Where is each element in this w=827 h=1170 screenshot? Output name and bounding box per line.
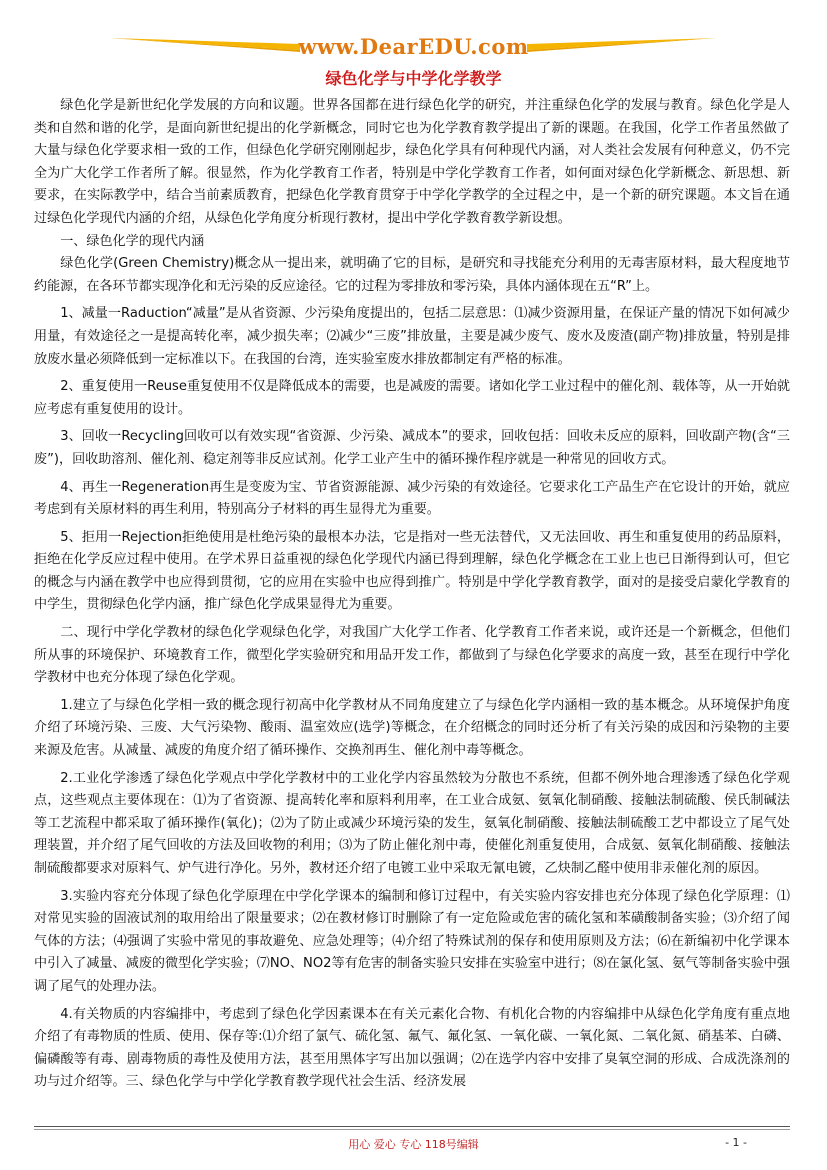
section-heading: 一、绿色化学的现代内涵 xyxy=(60,233,205,249)
document-title: 绿色化学与中学化学教学 xyxy=(325,69,502,88)
document-body xyxy=(34,95,790,1094)
body-paragraph: 1.建立了与绿色化学相一致的概念现行初高中化学教材从不同角度建立了与绿色化学内涵相一致的基本概念。从环境保护角度介绍了环境污染、三废、大气污染物、酸雨、温室效应(选学)等概念，在介绍概念的同时还分析了有关污染的成因和污染物的主要来源及危害。从减量、减废的角度介绍了循环操作、交换剂再生、催化剂中毒等概念。 xyxy=(34,697,790,759)
body-paragraph: 二、现行中学化学教材的绿色化学观绿色化学，对我国广大化学工作者、化学教育工作者来说，或许还是一个新概念，但他们所从事的环境保护、环境教育工作，微型化学实验研究和用品开发工作，都做到了与绿色化学要求的高度一致，甚至在现行中学化学教材中也充分体现了绿色化学观。 xyxy=(34,625,790,686)
footer-slogan: 用心 爱心 专心 118号编辑 xyxy=(348,1138,479,1151)
body-paragraph: 3、回收一Recycling回收可以有效实现“省资源、少污染、减成本”的要求，回收包括：回收未反应的原料，回收副产物(含“三废”)，回收助溶剂、催化剂、稳定剂等非反应试剂。化学工业产生中的循环操作程序就是一种常见的回收方式。 xyxy=(34,429,790,467)
page-number: - 1 - xyxy=(725,1136,747,1149)
footer-rule xyxy=(34,1126,790,1127)
body-paragraph: 2.工业化学渗透了绿色化学观点中学化学教材中的工业化学内容虽然较为分散也不系统，但都不例外地合理渗透了绿色化学观点，这些观点主要体现在：⑴为了省资源、提高转化率和原料利用率，在工业合成氨、氨氧化制硝酸、接触法制硫酸、侯氏制碱法等工艺流程中都采取了循环操作(氧化)；⑵为了防止或减少环境污染的发生，氨氧化制硝酸、接触法制硫酸工艺中都设立了尾气处理装置，并介绍了尾气回收的方法及回收物的利用；⑶为了防止催化剂中毒，使催化剂重复使用，合成氨、氨氧化制硝酸、接触法制硫酸都要求对原料气、炉气进行净化。另外，教材还介绍了电镀工业中采取无氰电镀，乙炔制乙醛中使用非汞催化剂的原因。 xyxy=(34,770,790,876)
body-paragraph: 5、拒用一Rejection拒绝使用是杜绝污染的最根本办法，它是指对一些无法替代，又无法回收、再生和重复使用的药品原料，拒绝在化学反应过程中使用。在学术界日益重视的绿色化学现代内涵已得到理解，绿色化学概念在工业上也已日渐得到认可，但它的概念与内涵在教学中也应得到贯彻，它的应用在实验中也应得到推广。特别是中学化学教育教学，面对的是接受启蒙化学教育的中学生，贯彻绿色化学内涵，推广绿色化学成果显得尤为重要。 xyxy=(34,529,790,613)
site-brand[interactable]: www.DearEDU.com xyxy=(298,34,529,59)
body-paragraph: 绿色化学(Green Chemistry)概念从一提出来，就明确了它的目标，是研究和寻找能充分利用的无毒害原材料，最大程度地节约能源，在各环节都实现净化和无污染的反应途径。它的过程为零排放和零污染，具体内涵体现在五“R”上。 xyxy=(34,256,790,294)
intro-paragraph: 绿色化学是新世纪化学发展的方向和议题。世界各国都在进行绿色化学的研究，并注重绿色化学的发展与教育。绿色化学是人类和自然和谐的化学，是面向新世纪提出的化学新概念，同时它也为化学教育教学提出了新的课题。在我国，化学工作者虽然做了大量与绿色化学要求相一致的工作，但绿色化学研究刚刚起步，绿色化学具有何种现代内涵，对人类社会发展有何种意义，仍不完全为广大化学工作者所了解。很显然，作为化学教育工作者，特别是中学化学教育工作者，如何面对绿色化学新概念、新思想、新要求，在实际教学中，结合当前素质教育，把绿色化学教育贯穿于中学化学教学的全过程之中，是一个新的研究课题。本文旨在通过绿色化学现代内涵的介绍，从绿色化学角度分析现行教材，提出中学化学教育教学新设想。 xyxy=(34,98,790,226)
body-paragraph: 4.有关物质的内容编排中，考虑到了绿色化学因素课本在有关元素化合物、有机化合物的内容编排中从绿色化学角度有重点地介绍了有毒物质的性质、使用、保存等:⑴介绍了氯气、硫化氢、氟气、氟化氢、一氧化碳、一氧化氮、二氧化氮、硝基苯、白磷、偏磷酸等有毒、剧毒物质的毒性及使用方法，甚至用黑体字写出加以强调；⑵在选学内容中安排了臭氧空洞的形成、合成洗涤剂的功与过介绍等。三、绿色化学与中学化学教育教学现代社会生活、经济发展 xyxy=(34,1006,790,1090)
footer-rule-thin xyxy=(34,1129,790,1130)
body-paragraph: 4、再生一Regeneration再生是变废为宝、节省资源能源、减少污染的有效途径。它要求化工产品生产在它设计的开始，就应考虑到有关原材料的再生利用，特别高分子材料的再生显得尤为重要。 xyxy=(34,479,790,518)
page-header xyxy=(0,34,827,64)
page-footer xyxy=(0,1126,827,1156)
body-paragraph: 1、减量一Raduction“减量”是从省资源、少污染角度提出的，包括二层意思：⑴减少资源用量，在保证产量的情况下如何减少用量，有效途径之一是提高转化率，减少损失率；⑵减少“三废”排放量，主要是减少废气、废水及废渣(副产物)排放量，特别是排放废水量必须降低到一定标准以下。在我国的台湾，连实验室废水排放都制定有严格的标准。 xyxy=(34,306,790,367)
body-paragraph: 3.实验内容充分体现了绿色化学原理在中学化学课本的编制和修订过程中，有关实验内容安排也充分体现了绿色化学原理：⑴对常见实验的固液试剂的取用给出了限量要求；⑵在教材修订时删除了有一定危险或危害的硫化氢和苯磺酸制备实验；⑶介绍了闻气体的方法；⑷强调了实验中常见的事故避免、应急处理等；⑷介绍了特殊试剂的保存和使用原则及方法；⑹在新编初中化学课本中引入了减量、减废的微型化学实验；⑺NO、NO2等有危害的制备实验只安排在实验室中进行；⑻在氯化氢、氨气等制备实验中强调了尾气的处理办法。 xyxy=(34,888,790,994)
body-paragraph: 2、重复使用一Reuse重复使用不仅是降低成本的需要，也是减废的需要。诸如化学工业过程中的催化剂、载体等，从一开始就应考虑有重复使用的设计。 xyxy=(34,379,790,417)
